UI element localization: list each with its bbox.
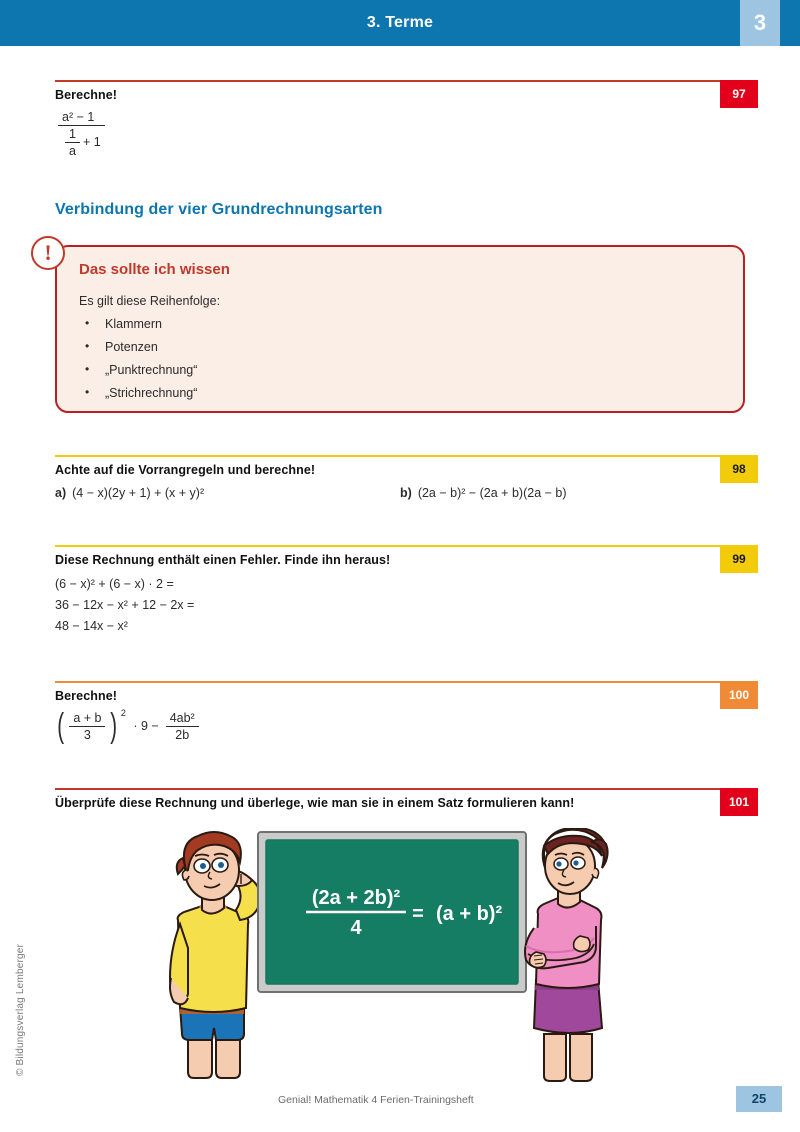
know-box-title: Das sollte ich wissen [79, 261, 230, 278]
exercise-prompt: Berechne! [55, 689, 118, 703]
page-title: 3. Terme [366, 14, 434, 31]
item-a [55, 486, 204, 500]
exercise-rule [55, 80, 745, 82]
page-number: 25 [736, 1086, 782, 1112]
list-item: • Potenzen [79, 340, 197, 354]
exercise-prompt: Achte auf die Vorrangregeln und berechne! [55, 463, 316, 477]
exercise-number-badge: 97 [720, 80, 758, 108]
page-header [0, 0, 800, 46]
open-paren: ( [57, 707, 65, 745]
svg-text:(2a + 2b)²: (2a + 2b)² [311, 887, 401, 909]
list-item: • „Strichrechnung“ [79, 386, 197, 400]
calculation-line: 48 − 14x − x² [55, 619, 128, 633]
exercise-prompt: Berechne! [55, 88, 118, 102]
exercise-rule [55, 455, 745, 457]
section-heading: Verbindung der vier Grundrechnungsarten [55, 201, 383, 218]
svg-text:(a + b)²: (a + b)² [436, 903, 503, 925]
exercise-number-badge: 99 [720, 545, 758, 573]
exercise-number-badge: 100 [720, 681, 758, 709]
exercise-expression [55, 709, 202, 743]
item-text: (2a − b)² − (2a + b)(2a − b) [417, 486, 567, 500]
item-b [400, 486, 567, 500]
two-students-at-chalkboard [140, 828, 620, 1086]
exercise-rule [55, 788, 745, 790]
fraction-denominator [58, 126, 105, 158]
student-arms-crossed [525, 828, 608, 1081]
fraction-4ab2-over-2b [166, 711, 199, 742]
denominator-tail: + 1 [82, 134, 101, 149]
inner-fraction [65, 127, 80, 158]
fraction-numerator: 4ab² [166, 711, 199, 727]
calculation-line: 36 − 12x − x² + 12 − 2x = [55, 598, 195, 612]
know-box [55, 245, 745, 413]
close-paren: ) [110, 707, 118, 745]
fraction-numerator: a² − 1 [58, 110, 105, 126]
fraction-numerator: a + b [69, 711, 105, 727]
exclamation-circle-icon [31, 236, 65, 270]
complex-fraction [58, 110, 105, 158]
list-item: • Klammern [79, 317, 197, 331]
exercise-calculation [55, 577, 194, 640]
exercise-number-badge: 98 [720, 455, 758, 483]
copyright-notice: © Bildungsverlag Lemberger [15, 943, 26, 1076]
item-label: a) [55, 486, 67, 500]
fraction-a-plus-b-over-3 [69, 711, 105, 742]
fraction-denominator: 2b [175, 727, 190, 742]
exercise-expression [55, 110, 108, 158]
list-item: • „Punktrechnung“ [79, 363, 197, 377]
exercise-rule [55, 545, 745, 547]
calculation-line: (6 − x)² + (6 − x) · 2 = [55, 577, 174, 591]
inner-fraction-numerator: 1 [65, 127, 80, 143]
know-box-list [79, 317, 197, 409]
exercise-number-badge: 101 [720, 788, 758, 816]
inner-fraction-denominator: a [69, 144, 76, 158]
exercise-prompt: Überprüfe diese Rechnung und überlege, wie man sie in einem Satz formulieren kann! [55, 796, 575, 810]
exponent: 2 [120, 708, 126, 718]
student-scratching-head [170, 832, 260, 1078]
item-label: b) [400, 486, 412, 500]
footer-title: Genial! Mathematik 4 Ferien-Trainingsheft [278, 1094, 474, 1106]
middle-operator: · 9 − [133, 719, 159, 733]
exercise-prompt: Diese Rechnung enthält einen Fehler. Finde ihn heraus! [55, 553, 391, 567]
item-text: (4 − x)(2y + 1) + (x + y)² [72, 486, 205, 500]
exercise-items-right [400, 486, 567, 500]
svg-text:4: 4 [350, 917, 362, 939]
svg-text:=: = [412, 903, 424, 925]
know-box-intro: Es gilt diese Reihenfolge: [79, 294, 221, 308]
exercise-items [55, 486, 204, 500]
chapter-number-tab: 3 [740, 0, 780, 46]
exclamation-glyph: ! [44, 240, 52, 265]
fraction-denominator: 3 [83, 727, 91, 742]
exercise-rule [55, 681, 745, 683]
